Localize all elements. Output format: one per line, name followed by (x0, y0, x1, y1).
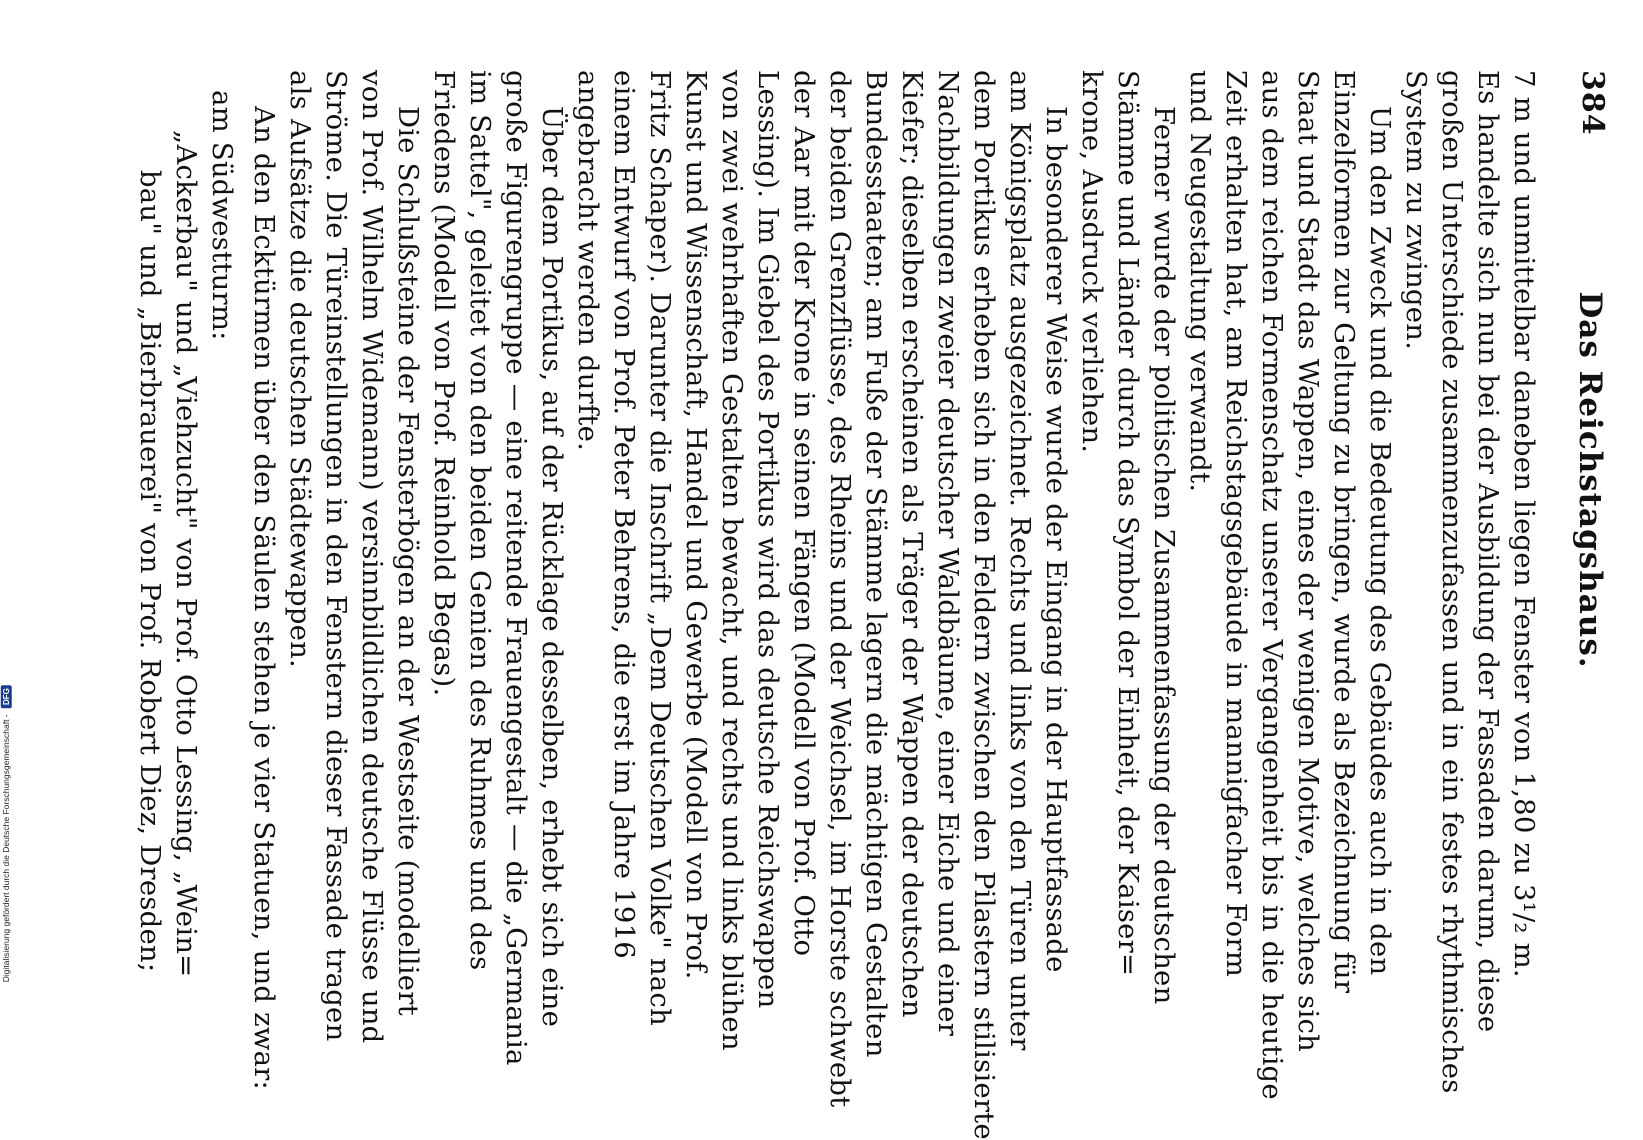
text-line: Kunst und Wissenschaft, Handel und Gewerbe (Modell von Prof. (680, 70, 712, 980)
closing-block (132, 70, 240, 978)
text-line: Über dem Portikus, auf der Rücklage desselben, erhebt sich eine (536, 106, 568, 1028)
text-line: Staat und Stadt das Wappen, eines der wenigen Motive, welches sich (1292, 70, 1324, 1052)
text-line: dem Portikus erheben sich in den Feldern zwischen den Pilastern stilisierte (968, 70, 1000, 1140)
text-line: 7 m und unmittelbar daneben liegen Fenster von 1,80 zu 3¹/₂ m. (1508, 70, 1540, 978)
funding-note (1, 610, 12, 982)
text-line: Ferner wurde der politischen Zusammenfassung der deutschen (1148, 106, 1180, 1005)
text-line: Kiefer; dieselben erscheinen als Träger der Wappen der deutschen (896, 70, 928, 1018)
paragraph (570, 70, 1074, 1140)
text-line: von zwei wehrhaften Gestalten bewacht, und rechts und links blühen (716, 70, 748, 1051)
paragraph (282, 70, 426, 1044)
statue-verse (132, 70, 204, 978)
closing-lead: am Südwestturm: (206, 90, 238, 341)
text-line: Fritz Schaper). Darunter die Inschrift „Dem Deutschen Volke" nach (644, 70, 676, 1026)
text-line: Zeit erhalten hat, am Reichstagsgebäude in mannigfacher Form (1220, 70, 1252, 978)
text-line: In besonderer Weise wurde der Eingang in der Hauptfassade (1040, 106, 1072, 973)
text-line: Friedens (Modell von Prof. Reinhold Begas). (428, 70, 460, 697)
page-number: 384 (1575, 70, 1610, 136)
text-line: angebracht werden durfte. (572, 70, 604, 452)
text-line: An den Ecktürmen über den Säulen stehen je vier Statuen, und zwar: (248, 106, 280, 1090)
body-text (246, 70, 1542, 1140)
running-title: Das Reichstagshaus. (1572, 291, 1608, 669)
text-line: System zu zwingen. (1400, 70, 1432, 351)
text-line: und Neugestaltung verwandt. (1184, 70, 1216, 493)
funding-note-text: Digitalisierung gefördert durch die Deutsche Forschungsgemeinschaft - (0, 714, 11, 982)
text-line: von Prof. Wilhelm Widemann) versinnbildlichen deutsche Flüsse und (356, 70, 388, 1044)
text-line: krone, Ausdruck verliehen. (1076, 70, 1108, 454)
text-line: Ströme. Die Türeinstellungen in den Fenstern dieser Fassade tragen (320, 70, 352, 1042)
text-line: Lessing). Im Giebel des Portikus wird das deutsche Reichswappen (752, 70, 784, 1009)
text-line: im Sattel", geleitet von den beiden Genien des Ruhmes und des (464, 70, 496, 971)
text-line: große Figurengruppe — eine reitende Frauengestalt — die „Germania (500, 70, 532, 1066)
text-line: als Aufsätze die deutschen Städtewappen. (284, 70, 316, 668)
text-line: einem Entwurf von Prof. Peter Behrens, die erst im Jahre 1916 (608, 70, 640, 959)
text-line: der Aar mit der Krone in seinen Fängen (Modell von Prof. Otto (788, 70, 820, 957)
rotated-page (80, 0, 1620, 1140)
paragraph (1398, 70, 1542, 1094)
sidenote-wrapper (0, 590, 20, 990)
text-line: Nachbildungen zweier deutscher Waldbäume, einer Eiche und einer (932, 70, 964, 1037)
text-line: großen Unterschiede zusammenzufassen und in ein festes rhythmisches (1436, 70, 1468, 1094)
paragraph (1074, 70, 1182, 1005)
page-header (1542, 70, 1620, 890)
verse-line: bau" und „Bierbrauerei" von Prof. Robert Diez, Dresden; (134, 170, 166, 973)
paragraph (426, 70, 570, 1066)
text-line: Die Schlußsteine der Fensterbögen an der Westseite (modelliert (392, 106, 424, 1016)
text-line: Es handelte sich nun bei der Ausbildung der Fassaden darum, diese (1472, 70, 1504, 1033)
text-line: Stämme und Länder durch das Symbol der Einheit, der Kaiser= (1112, 70, 1144, 977)
verse-line: „Ackerbau" und „Viehzucht" von Prof. Otto Lessing, „Wein= (170, 130, 202, 978)
dfg-logo: DFG (1, 685, 12, 708)
paragraph (1182, 70, 1398, 1100)
text-line: der beiden Grenzflüsse, des Rheins und der Weichsel, im Horste schwebt (824, 70, 856, 1108)
paragraph (246, 70, 282, 1090)
text-line: Um den Zweck und die Bedeutung des Gebäudes auch in den (1364, 106, 1396, 976)
text-line: Einzelformen zur Geltung zu bringen, wurde als Bezeichnung für (1328, 70, 1360, 994)
text-line: am Königsplatz ausgezeichnet. Rechts und links von den Türen unter (1004, 70, 1036, 1051)
text-line: Bundesstaaten; am Fuße der Stämme lagern die mächtigen Gestalten (860, 70, 892, 1058)
text-line: aus dem reichen Formenschatz unserer Vergangenheit bis in die heutige (1256, 70, 1288, 1100)
